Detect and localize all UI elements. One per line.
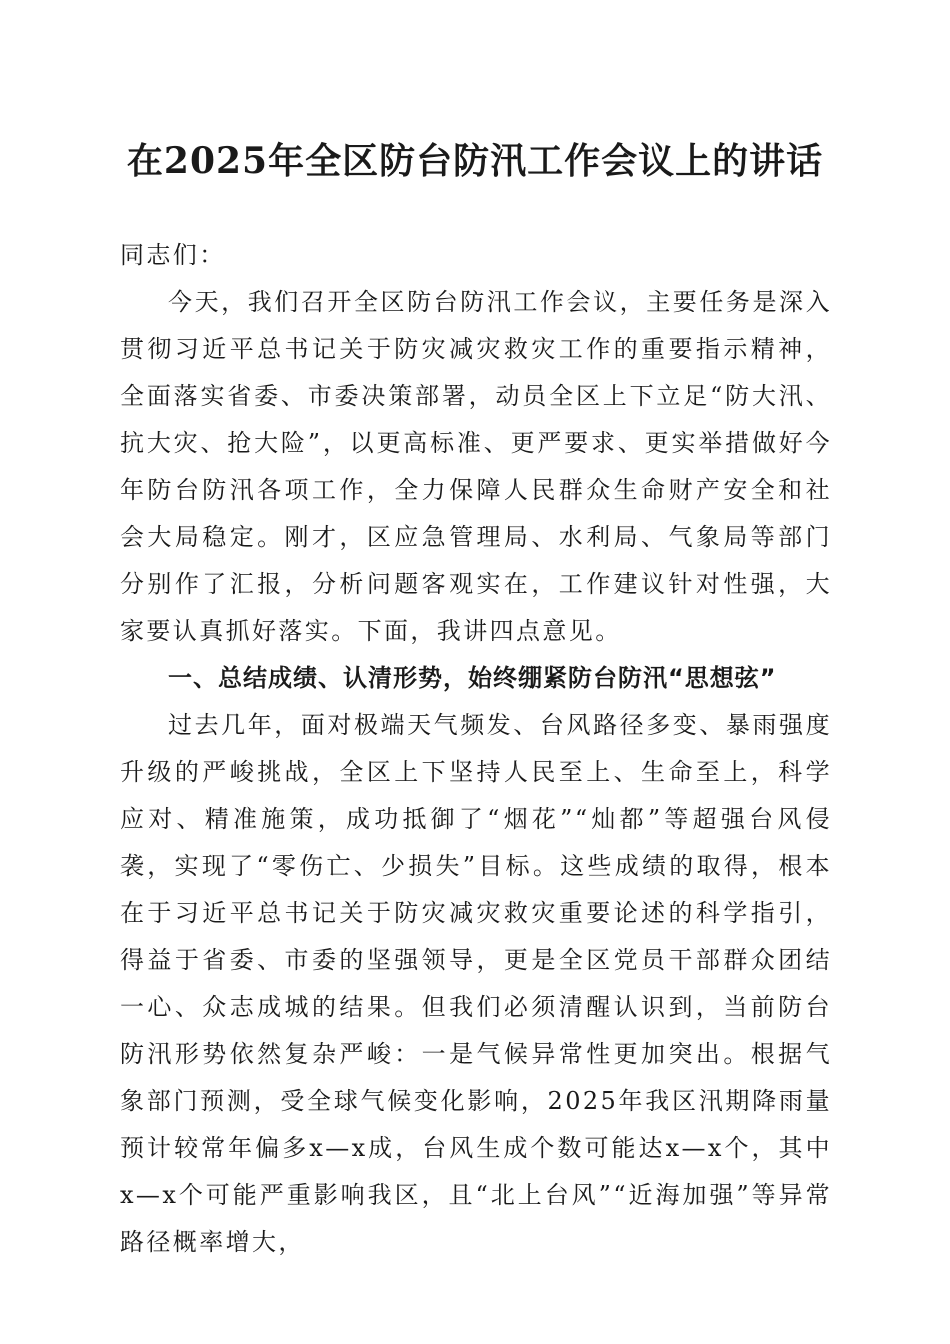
section-heading: 一、总结成绩、认清形势，始终绷紧防台防汛“思想弦”	[168, 664, 777, 692]
salutation: 同志们：	[120, 241, 226, 269]
document-title: 在2025年全区防台防汛工作会议上的讲话	[126, 140, 824, 182]
opening-paragraph: 今天，我们召开全区防台防汛工作会议，主要任务是深入贯彻习近平总书记关于防灾减灾救灾工作的重要指示精神，全面落实省委、市委决策部署，动员全区上下立足“防大汛、抗大灾、抢大险”，以更高标准、更严要求、更实举措做好今年防台防汛各项工作，全力保障人民群众生命财产安全和社会大局稳定。刚才，区应急管理局、水利局、气象局等部门分别作了汇报，分析问题客观实在，工作建议针对性强，大家要认真抓好落实。下面，我讲四点意见。	[120, 288, 832, 645]
section-paragraph: 过去几年，面对极端天气频发、台风路径多变、暴雨强度升级的严峻挑战，全区上下坚持人民至上、生命至上，科学应对、精准施策，成功抵御了“烟花”“灿都”等超强台风侵袭，实现了“零伤亡、少损失”目标。这些成绩的取得，根本在于习近平总书记关于防灾减灾救灾重要论述的科学指引，得益于省委、市委的坚强领导，更是全区党员干部群众团结一心、众志成城的结果。但我们必须清醒认识到，当前防台防汛形势依然复杂严峻：一是气候异常性更加突出。根据气象部门预测，受全球气候变化影响，2025年我区汛期降雨量预计较常年偏多x—x成，台风生成个数可能达x—x个，其中x—x个可能严重影响我区，且“北上台风”“近海加强”等异常路径概率增大，	[120, 711, 832, 1256]
document-body	[120, 232, 832, 1266]
